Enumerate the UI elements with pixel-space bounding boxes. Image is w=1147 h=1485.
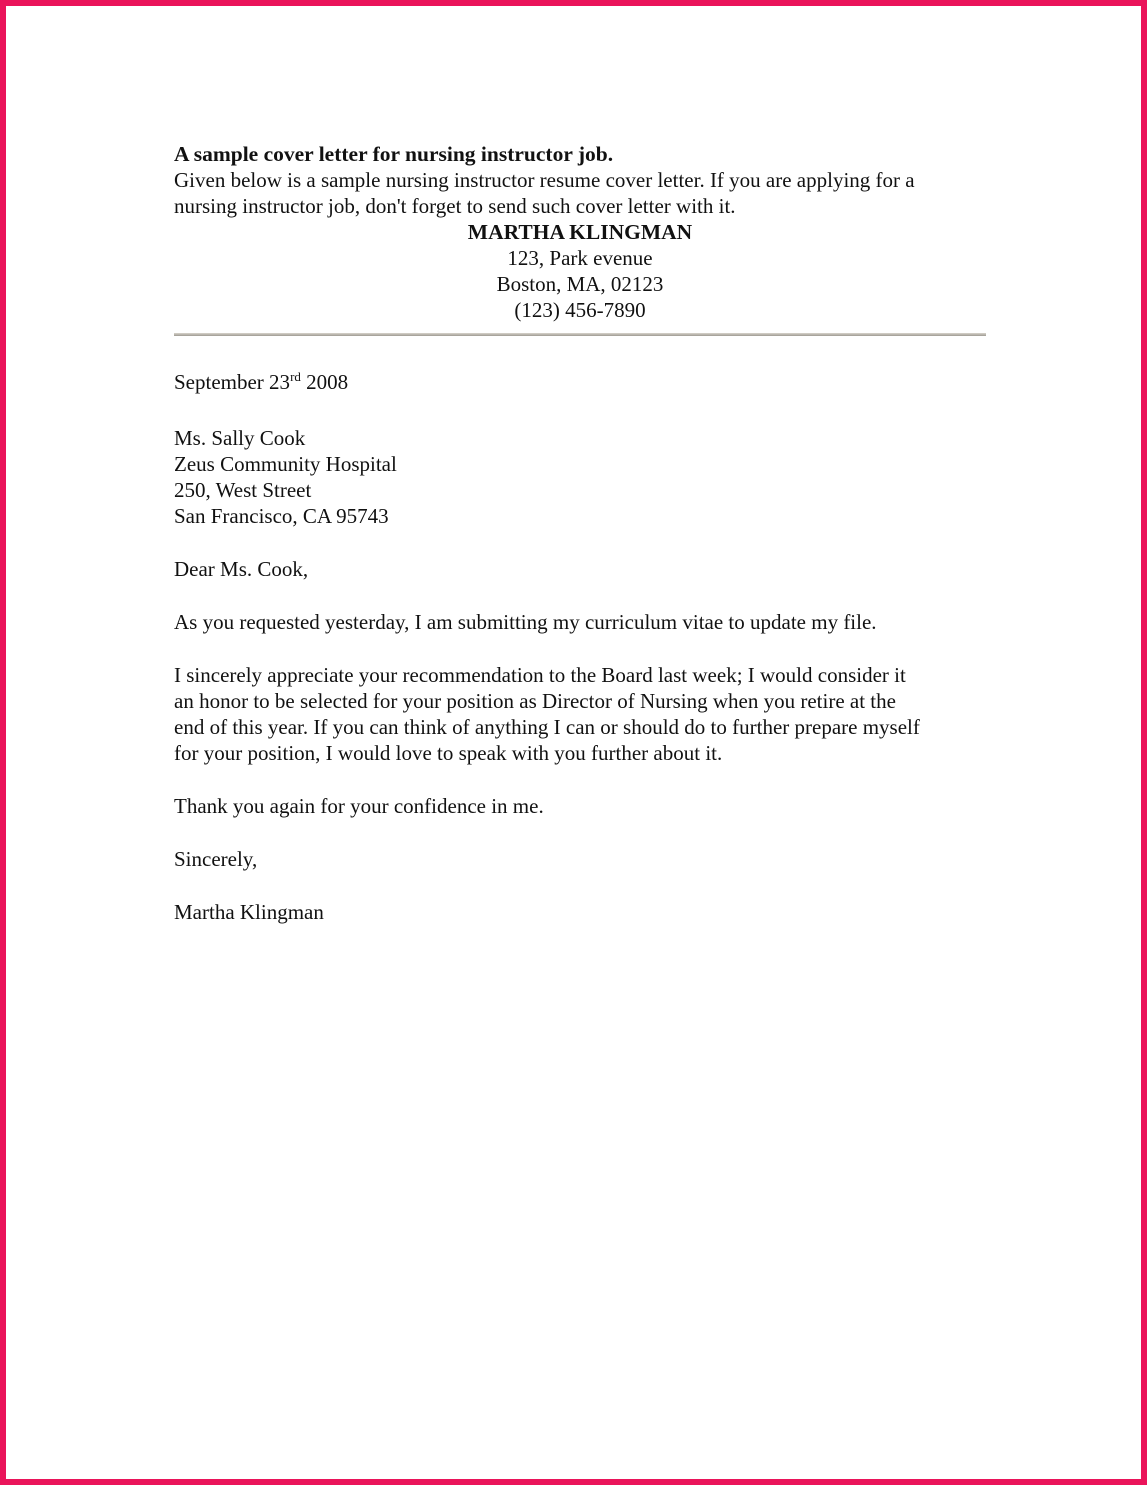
paragraph-line: for your position, I would love to speak with you further about it. (174, 741, 723, 765)
recipient-line: 250, West Street (174, 478, 312, 502)
salutation: Dear Ms. Cook, (174, 557, 309, 581)
closing: Sincerely, (174, 847, 258, 871)
horizontal-rule (174, 333, 986, 336)
date-ordinal: rd (290, 369, 301, 384)
signature: Martha Klingman (174, 900, 324, 924)
date-suffix: 2008 (300, 370, 349, 394)
body-paragraph-1 (174, 609, 986, 635)
sender-name: MARTHA KLINGMAN (467, 220, 693, 244)
paragraph-line: an honor to be selected for your position as Director of Nursing when you retire at the (174, 689, 896, 713)
recipient-line: San Francisco, CA 95743 (174, 504, 389, 528)
recipient-line: Zeus Community Hospital (174, 452, 397, 476)
sender-address-line1: 123, Park evenue (507, 246, 653, 270)
sender-phone: (123) 456-7890 (514, 298, 646, 322)
date-line (174, 369, 986, 395)
letter-document (174, 141, 986, 925)
paragraph-line: I sincerely appreciate your recommendation to the Board last week; I would consider it (174, 663, 906, 687)
recipient-block (174, 425, 986, 529)
intro-line: nursing instructor job, don't forget to send such cover letter with it. (174, 194, 736, 218)
body-paragraph-2 (174, 662, 986, 766)
intro-line: Given below is a sample nursing instructor resume cover letter. If you are applying for a (174, 168, 915, 192)
recipient-line: Ms. Sally Cook (174, 426, 306, 450)
document-title: A sample cover letter for nursing instructor job. (174, 142, 614, 166)
sender-address-line2: Boston, MA, 02123 (496, 272, 664, 296)
body-paragraph-3 (174, 793, 986, 819)
intro-paragraph (174, 167, 986, 219)
paragraph-line: As you requested yesterday, I am submitting my curriculum vitae to update my file. (174, 610, 877, 634)
paragraph-line: Thank you again for your confidence in me. (174, 794, 544, 818)
sender-block (174, 219, 986, 323)
date-prefix: September 23 (174, 370, 291, 394)
paragraph-line: end of this year. If you can think of anything I can or should do to further prepare myself (174, 715, 920, 739)
